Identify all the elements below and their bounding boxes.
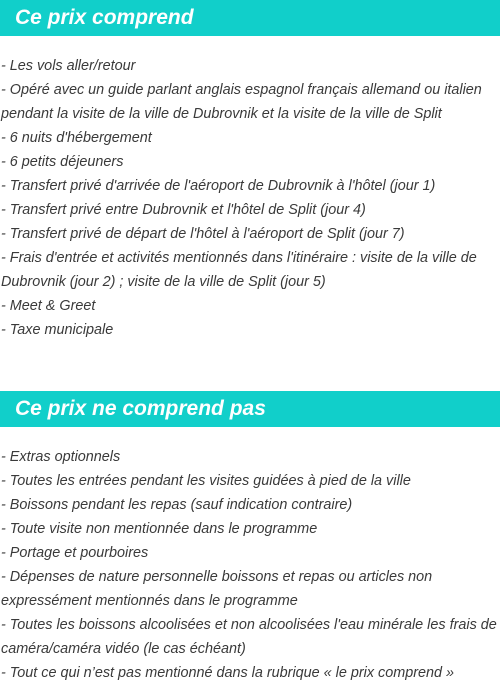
list-item: - Toutes les boissons alcoolisées et non alcoolisées l'eau minérale les frais de caméra/caméra vidéo (le cas échéant): [1, 617, 497, 657]
list-item: - Taxe municipale: [1, 322, 114, 338]
list-item: - Boissons pendant les repas (sauf indication contraire): [1, 497, 353, 513]
list-item: - Transfert privé d'arrivée de l'aéroport de Dubrovnik à l'hôtel (jour 1): [1, 178, 436, 194]
included-section-title: Ce prix comprend: [0, 0, 500, 36]
list-item: - Portage et pourboires: [1, 545, 149, 561]
excluded-items-list: [0, 445, 497, 685]
list-item: - Meet & Greet: [1, 298, 96, 314]
list-item: - Extras optionnels: [1, 449, 121, 465]
list-item: - Les vols aller/retour: [1, 58, 136, 74]
list-item: - Tout ce qui n’est pas mentionné dans la rubrique « le prix comprend »: [1, 665, 455, 681]
list-item: - 6 nuits d'hébergement: [1, 130, 152, 146]
list-item: - Dépenses de nature personnelle boissons et repas ou articles non expressément mentionnés dans le programme: [1, 569, 433, 609]
included-items-list: [0, 54, 497, 342]
list-item: - Opéré avec un guide parlant anglais espagnol français allemand ou italien pendant la visite de la ville de Dubrovnik et la visite de la ville de Split: [1, 82, 482, 122]
list-item: - 6 petits déjeuners: [1, 154, 124, 170]
list-item: - Transfert privé de départ de l'hôtel à l'aéroport de Split (jour 7): [1, 226, 405, 242]
excluded-section-title: Ce prix ne comprend pas: [0, 391, 500, 427]
list-item: - Toute visite non mentionnée dans le programme: [1, 521, 318, 537]
list-item: - Toutes les entrées pendant les visites guidées à pied de la ville: [1, 473, 411, 489]
list-item: - Transfert privé entre Dubrovnik et l'hôtel de Split (jour 4): [1, 202, 366, 218]
list-item: - Frais d'entrée et activités mentionnés dans l'itinéraire : visite de la ville de Dubrovnik (jour 2) ; visite de la ville de Split (jour 5): [1, 250, 477, 290]
